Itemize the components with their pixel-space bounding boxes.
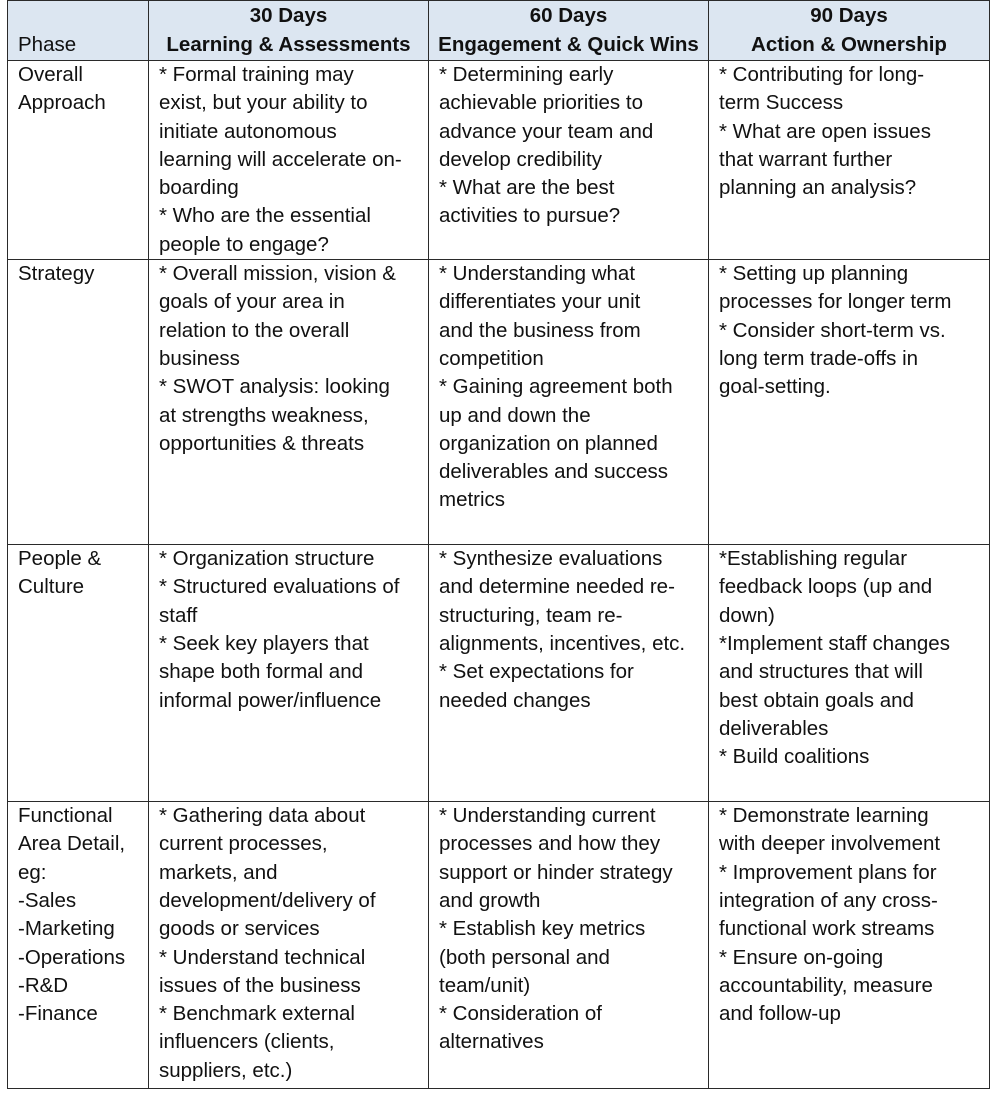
table-row xyxy=(8,260,990,545)
cell-60-days xyxy=(429,61,709,260)
cell-text-line: people to engage? xyxy=(159,232,329,256)
cell-30-days xyxy=(149,802,429,1089)
cell-text-line: -R&D xyxy=(18,973,69,997)
cell-text-line: markets, and xyxy=(159,860,278,884)
cell-text-line: goals of your area in xyxy=(159,290,345,314)
cell-text-line: with deeper involvement xyxy=(719,832,941,856)
cell-text-line: * Synthesize evaluations xyxy=(439,547,663,571)
cell-text-line: * Consider short-term vs. xyxy=(719,318,946,342)
cell-text-line: informal power/influence xyxy=(159,688,382,712)
cell-text-line: that warrant further xyxy=(719,147,893,171)
cell-text-line: and growth xyxy=(439,888,541,912)
cell-text-line: * Build coalitions xyxy=(719,745,870,769)
cell-30-days xyxy=(149,545,429,802)
cell-text-line: exist, but your ability to xyxy=(159,91,368,115)
cell-text-line: Overall xyxy=(18,63,83,86)
cell-text-line: People & xyxy=(18,547,102,571)
phase-cell xyxy=(8,260,149,545)
cell-text-line: * Consideration of xyxy=(439,1002,602,1026)
cell-text-line: development/delivery of xyxy=(159,888,376,912)
cell-text-line: long term trade-offs in xyxy=(719,346,919,370)
cell-text-line: develop credibility xyxy=(439,147,602,171)
cell-text-line: alternatives xyxy=(439,1030,544,1054)
cell-30-days xyxy=(149,61,429,260)
cell-30-days xyxy=(149,260,429,545)
header-90-days-subtitle: Action & Ownership xyxy=(751,32,947,56)
cell-text-line: * Establish key metrics xyxy=(439,917,646,941)
cell-text-line: down) xyxy=(719,603,775,627)
cell-text-line: planning an analysis? xyxy=(719,176,917,200)
cell-90-days xyxy=(709,802,990,1089)
cell-text-line: and structures that will xyxy=(719,660,923,684)
cell-text-line: -Finance xyxy=(18,1002,98,1026)
cell-90-days xyxy=(709,61,990,260)
cell-text-line: boarding xyxy=(159,176,239,200)
cell-text-line: competition xyxy=(439,346,544,370)
cell-text-line: organization on planned xyxy=(439,431,658,455)
cell-text-line: goods or services xyxy=(159,917,320,941)
cell-text-line: team/unit) xyxy=(439,973,531,997)
cell-text-line: deliverables xyxy=(719,716,829,740)
cell-text-line: Area Detail, xyxy=(18,832,126,856)
cell-text-line: business xyxy=(159,346,240,370)
cell-text-line: * Understanding current xyxy=(439,804,656,828)
cell-text-line: * Gathering data about xyxy=(159,804,366,828)
cell-text-line: (both personal and xyxy=(439,945,610,969)
cell-text-line: advance your team and xyxy=(439,119,654,143)
cell-text-line: needed changes xyxy=(439,688,591,712)
cell-text-line: *Establishing regular xyxy=(719,547,908,571)
cell-text-line: influencers (clients, xyxy=(159,1030,335,1054)
header-90-days xyxy=(709,1,990,61)
cell-text-line: * What are open issues xyxy=(719,119,931,143)
cell-text-line: * Gaining agreement both xyxy=(439,375,673,399)
cell-text-line: up and down the xyxy=(439,403,591,427)
cell-text-line: Functional xyxy=(18,804,113,828)
cell-text-line: * Understand technical xyxy=(159,945,366,969)
header-row xyxy=(8,1,990,61)
cell-text-line: * Determining early xyxy=(439,63,614,86)
cell-text-line: processes for longer term xyxy=(719,290,952,314)
phase-cell xyxy=(8,61,149,260)
cell-text-line: * Set expectations for xyxy=(439,660,634,684)
cell-text-line: support or hinder strategy xyxy=(439,860,673,884)
table-row xyxy=(8,802,990,1089)
header-90-days-title: 90 Days xyxy=(810,4,888,28)
cell-text-line: and the business from xyxy=(439,318,641,342)
cell-text-line: * Formal training may xyxy=(159,63,354,86)
cell-60-days xyxy=(429,802,709,1089)
cell-text-line: current processes, xyxy=(159,832,328,856)
cell-text-line: suppliers, etc.) xyxy=(159,1058,293,1082)
cell-text-line: alignments, incentives, etc. xyxy=(439,631,686,655)
phase-cell xyxy=(8,802,149,1089)
cell-text-line: and determine needed re- xyxy=(439,575,675,599)
cell-90-days xyxy=(709,260,990,545)
table-row xyxy=(8,545,990,802)
cell-text-line: shape both formal and xyxy=(159,660,363,684)
cell-text-line: feedback loops (up and xyxy=(719,575,933,599)
cell-text-line: term Success xyxy=(719,91,844,115)
cell-text-line: deliverables and success xyxy=(439,460,669,484)
cell-text-line: * Understanding what xyxy=(439,262,636,286)
header-60-days-title: 60 Days xyxy=(529,4,608,28)
cell-text-line: goal-setting. xyxy=(719,375,831,399)
cell-text-line: differentiates your unit xyxy=(439,290,641,314)
cell-90-days xyxy=(709,545,990,802)
cell-text-line: Strategy xyxy=(18,262,95,286)
cell-text-line: * Organization structure xyxy=(159,547,375,571)
plan-table xyxy=(7,0,990,1089)
cell-60-days xyxy=(429,545,709,802)
cell-text-line: staff xyxy=(159,603,198,627)
cell-text-line: accountability, measure xyxy=(719,973,933,997)
cell-text-line: * Setting up planning xyxy=(719,262,909,286)
cell-text-line: * Who are the essential xyxy=(159,204,371,228)
cell-text-line: * Improvement plans for xyxy=(719,860,937,884)
cell-text-line: initiate autonomous xyxy=(159,119,337,143)
cell-text-line: activities to pursue? xyxy=(439,204,621,228)
cell-text-line: metrics xyxy=(439,488,506,512)
cell-text-line: relation to the overall xyxy=(159,318,350,342)
cell-text-line: * Structured evaluations of xyxy=(159,575,400,599)
cell-text-line: * Seek key players that xyxy=(159,631,369,655)
table-row xyxy=(8,61,990,260)
cell-text-line: * What are the best xyxy=(439,176,615,200)
cell-text-line: Approach xyxy=(18,91,106,115)
cell-text-line: * Overall mission, vision & xyxy=(159,262,396,286)
header-30-days xyxy=(149,1,429,61)
cell-text-line: structuring, team re- xyxy=(439,603,623,627)
cell-text-line: achievable priorities to xyxy=(439,91,643,115)
header-60-days xyxy=(429,1,709,61)
cell-text-line: issues of the business xyxy=(159,973,361,997)
cell-text-line: learning will accelerate on- xyxy=(159,147,402,171)
cell-text-line: -Marketing xyxy=(18,917,115,941)
header-60-days-subtitle: Engagement & Quick Wins xyxy=(438,32,699,56)
cell-text-line: at strengths weakness, xyxy=(159,403,369,427)
cell-text-line: * Ensure on-going xyxy=(719,945,884,969)
phase-cell xyxy=(8,545,149,802)
cell-text-line: processes and how they xyxy=(439,832,661,856)
cell-text-line: opportunities & threats xyxy=(159,431,365,455)
cell-text-line: functional work streams xyxy=(719,917,935,941)
cell-text-line: -Operations xyxy=(18,945,126,969)
cell-text-line: * Contributing for long- xyxy=(719,63,925,86)
header-phase: Phase xyxy=(8,1,149,61)
cell-text-line: -Sales xyxy=(18,888,77,912)
cell-text-line: *Implement staff changes xyxy=(719,631,950,655)
cell-60-days xyxy=(429,260,709,545)
cell-text-line: * SWOT analysis: looking xyxy=(159,375,390,399)
cell-text-line: Culture xyxy=(18,575,85,599)
cell-text-line: best obtain goals and xyxy=(719,688,914,712)
header-30-days-subtitle: Learning & Assessments xyxy=(166,32,411,56)
cell-text-line: eg: xyxy=(18,860,47,884)
cell-text-line: and follow-up xyxy=(719,1002,841,1026)
cell-text-line: integration of any cross- xyxy=(719,888,938,912)
header-30-days-title: 30 Days xyxy=(249,4,328,28)
cell-text-line: * Demonstrate learning xyxy=(719,804,929,828)
cell-text-line: * Benchmark external xyxy=(159,1002,355,1026)
